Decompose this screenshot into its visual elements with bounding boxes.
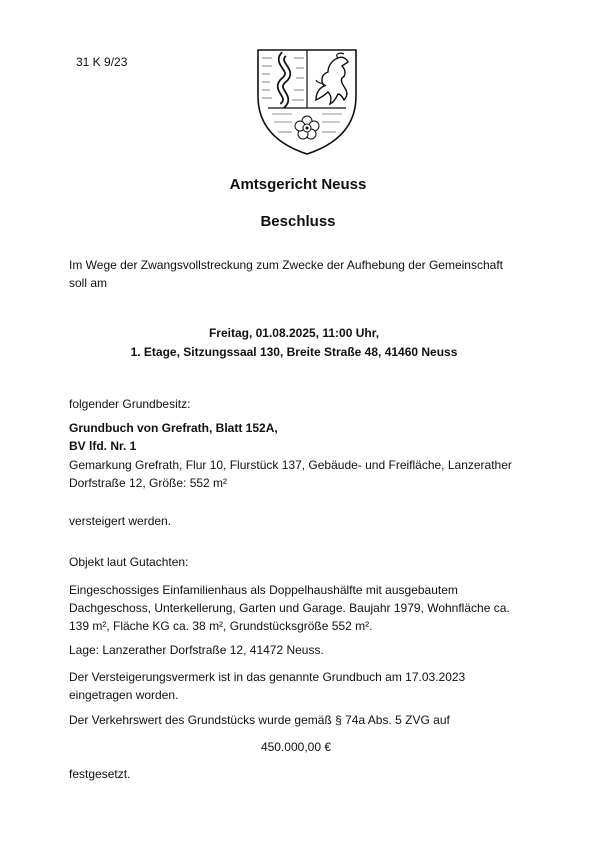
bv-number: BV lfd. Nr. 1 <box>69 439 137 453</box>
registration-line-1: Der Versteigerungsvermerk ist in das genannte Grundbuch am 17.03.2023 <box>69 670 466 684</box>
nrw-coat-of-arms-icon <box>254 46 360 158</box>
object-line-3: 139 m², Fläche KG ca. 38 m², Grundstücksgröße 552 m². <box>69 619 373 633</box>
registration-line-2: eingetragen worden. <box>69 688 179 702</box>
case-number: 31 K 9/23 <box>76 55 128 69</box>
court-name: Amtsgericht Neuss <box>229 176 367 193</box>
auction-phrase: versteigert werden. <box>69 514 172 528</box>
property-intro: folgender Grundbesitz: <box>69 397 191 411</box>
appointment-location: 1. Etage, Sitzungssaal 130, Breite Straße 48, 41460 Neuss <box>130 345 458 359</box>
document-title: Beschluss <box>260 213 336 230</box>
object-line-2: Dachgeschoss, Unterkellerung, Garten und Garage. Baujahr 1979, Wohnfläche ca. <box>69 601 510 615</box>
intro-line-1: Im Wege der Zwangsvollstreckung zum Zwecke der Aufhebung der Gemeinschaft <box>69 258 503 272</box>
object-line-1: Eingeschossiges Einfamilienhaus als Doppelhaushälfte mit ausgebautem <box>69 583 458 597</box>
location: Lage: Lanzerather Dorfstraße 12, 41472 Neuss. <box>69 643 324 657</box>
value-closing: festgesetzt. <box>69 767 131 781</box>
value-amount: 450.000,00 € <box>260 740 332 754</box>
land-register: Grundbuch von Grefrath, Blatt 152A, <box>69 421 278 435</box>
intro-line-2: soll am <box>69 276 108 290</box>
object-heading: Objekt laut Gutachten: <box>69 555 189 569</box>
parcel-line-2: Dorfstraße 12, Größe: 552 m² <box>69 476 228 490</box>
appointment-date: Freitag, 01.08.2025, 11:00 Uhr, <box>208 326 380 340</box>
parcel-line-1: Gemarkung Grefrath, Flur 10, Flurstück 137, Gebäude- und Freifläche, Lanzerather <box>69 458 512 472</box>
value-intro: Der Verkehrswert des Grundstücks wurde gemäß § 74a Abs. 5 ZVG auf <box>69 713 450 727</box>
